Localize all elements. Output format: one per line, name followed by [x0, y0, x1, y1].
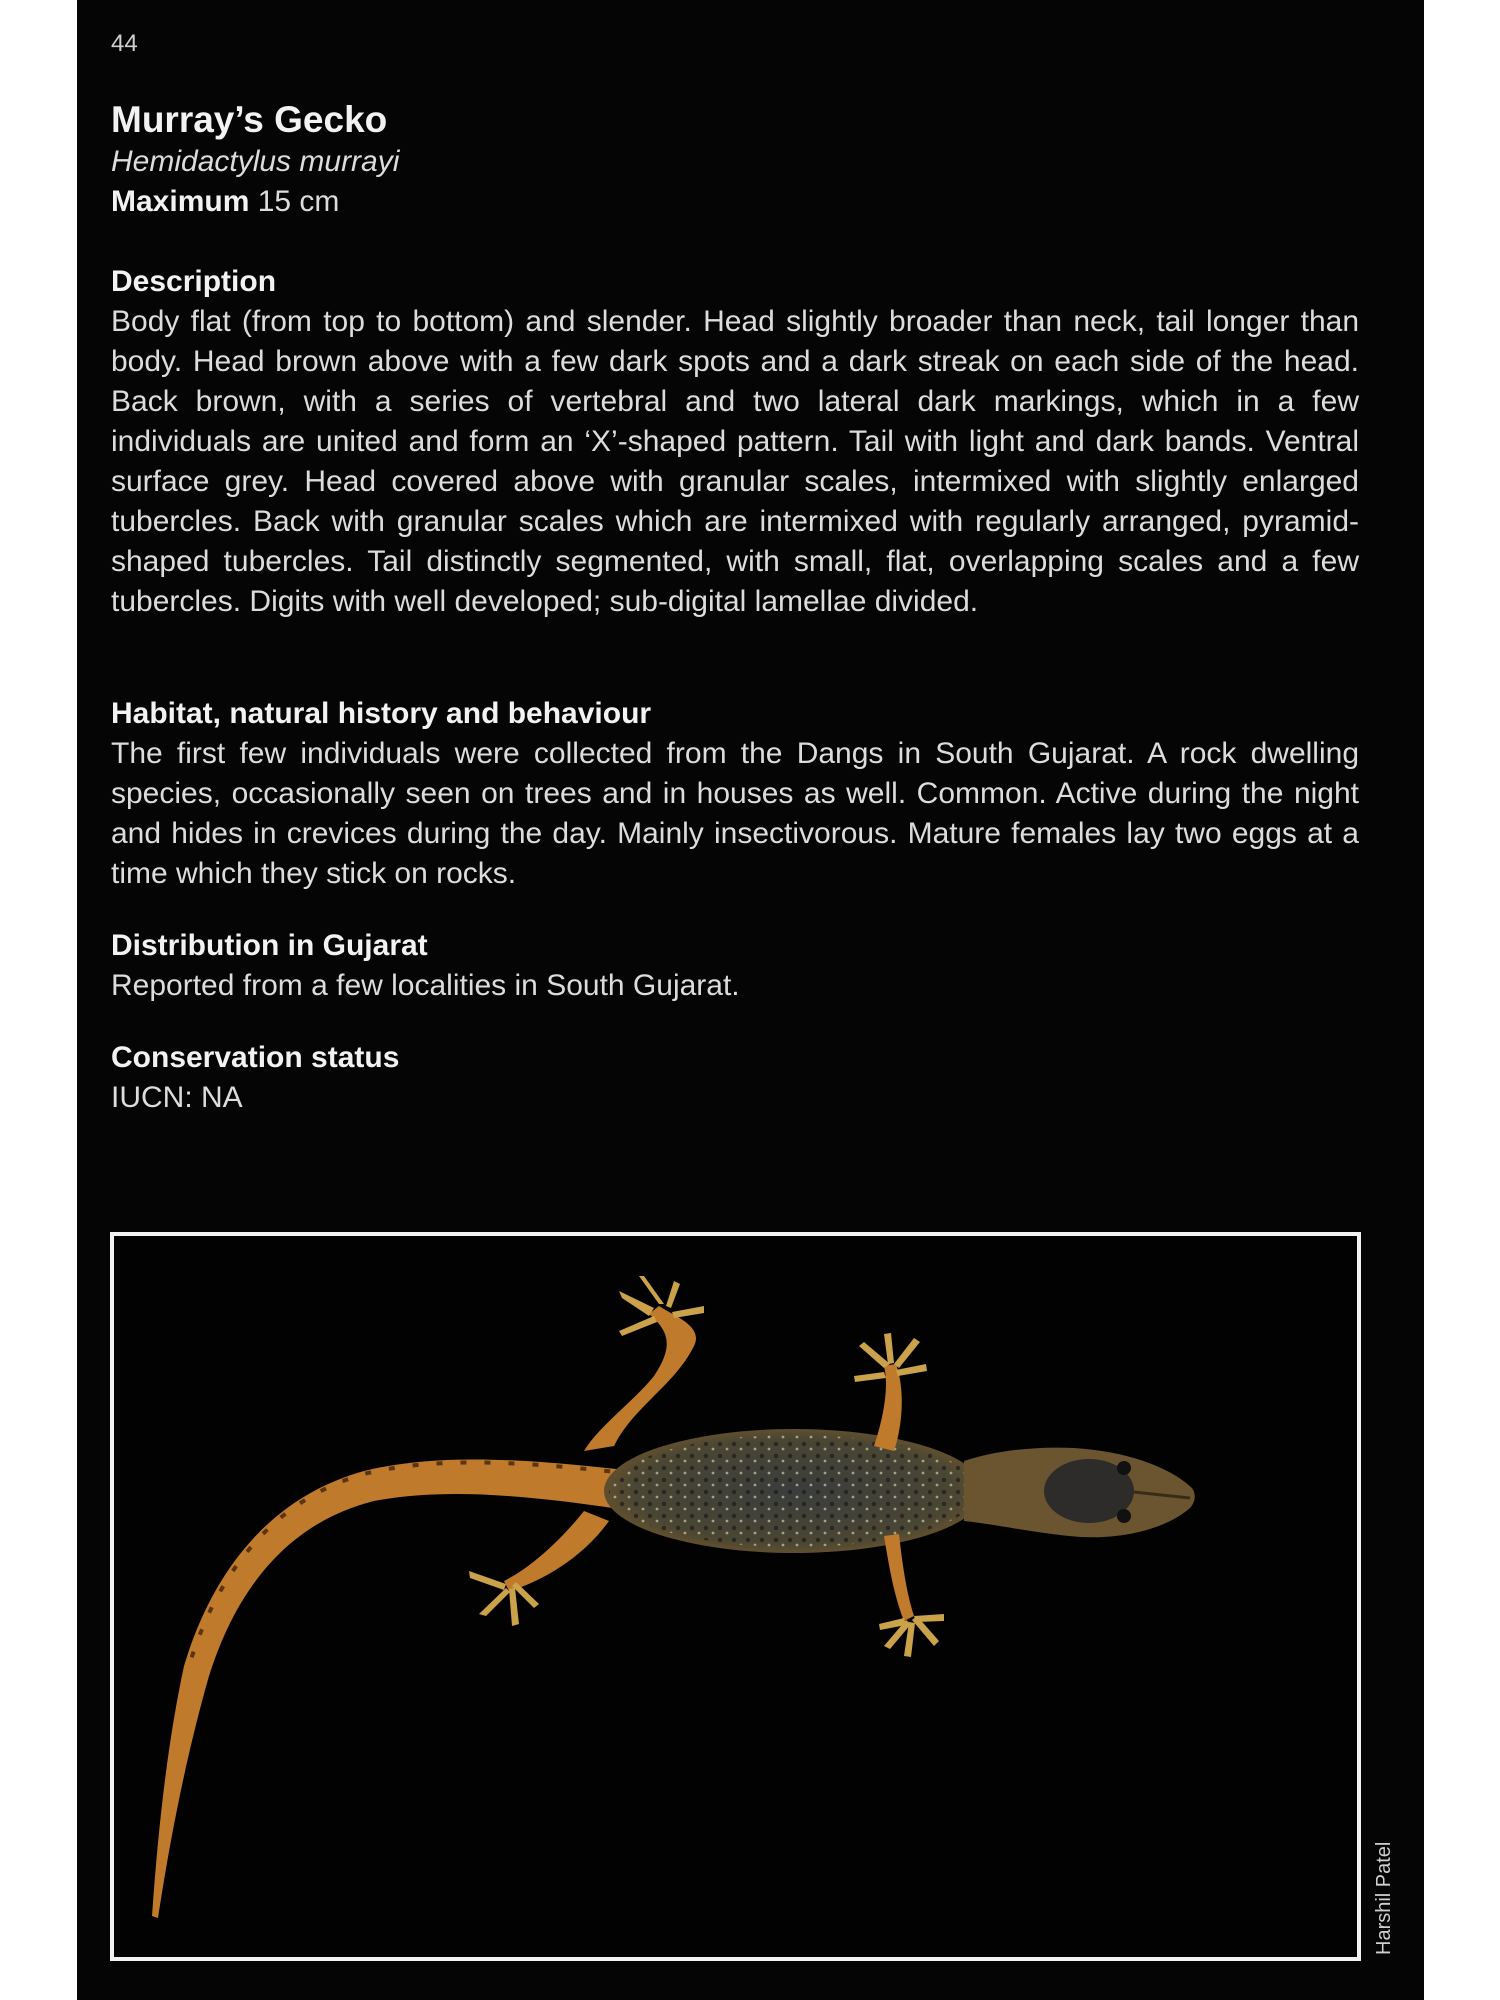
gecko-photo — [110, 1232, 1361, 1961]
conservation-heading: Conservation status — [111, 1041, 400, 1074]
gecko-tail — [152, 1459, 634, 1918]
photo-credit: Harshil Patel — [1373, 1841, 1395, 1955]
description-heading: Description — [111, 265, 277, 298]
description-section — [111, 262, 1359, 622]
description-text: Body flat (from top to bottom) and slender. Head slightly broader than neck, tail longer than body. Head brown above with a few dark spots and a dark streak on each side of the head. Back brown, with a series of vertebral and two lateral dark markings, which in a few individuals are united and form an ‘X’-shaped pattern. Tail with light and dark bands. Ventral surface grey. Head covered above with granular scales, intermixed with slightly enlarged tubercles. Back with granular scales which are intermixed with regularly arranged, pyramid-shaped tubercles. Tail distinctly segmented, with small, flat, overlapping scales and a few tubercles. Digits with well developed; sub-digital lamellae divided. — [111, 305, 1359, 618]
page-number: 44 — [111, 30, 138, 57]
gecko-front-foot-right — [879, 1614, 944, 1657]
conservation-section — [111, 1038, 1359, 1118]
distribution-text: Reported from a few localities in South Gujarat. — [111, 969, 740, 1002]
maximum-value: 15 cm — [257, 185, 340, 218]
conservation-text: IUCN: NA — [111, 1081, 243, 1114]
habitat-text: The first few individuals were collected from the Dangs in South Gujarat. A rock dwelling species, occasionally seen on trees and in houses as well. Common. Active during the night and hides in crevices during the day. Mainly insectivorous. Mature females lay two eggs at a time which they stick on rocks. — [111, 737, 1359, 890]
species-header — [111, 98, 1361, 222]
gecko-illustration — [114, 1236, 1357, 1957]
habitat-heading: Habitat, natural history and behaviour — [111, 697, 652, 730]
habitat-section — [111, 694, 1359, 894]
distribution-heading: Distribution in Gujarat — [111, 929, 428, 962]
gecko-front-leg-right — [884, 1534, 914, 1621]
species-common-name: Murray’s Gecko — [111, 99, 388, 140]
species-maximum-size — [111, 182, 1361, 222]
distribution-section — [111, 926, 1359, 1006]
species-scientific-name: Hemidactylus murrayi — [111, 145, 400, 178]
maximum-label: Maximum — [111, 185, 250, 218]
book-page — [77, 0, 1424, 2000]
gecko-rear-leg-right — [504, 1511, 609, 1591]
